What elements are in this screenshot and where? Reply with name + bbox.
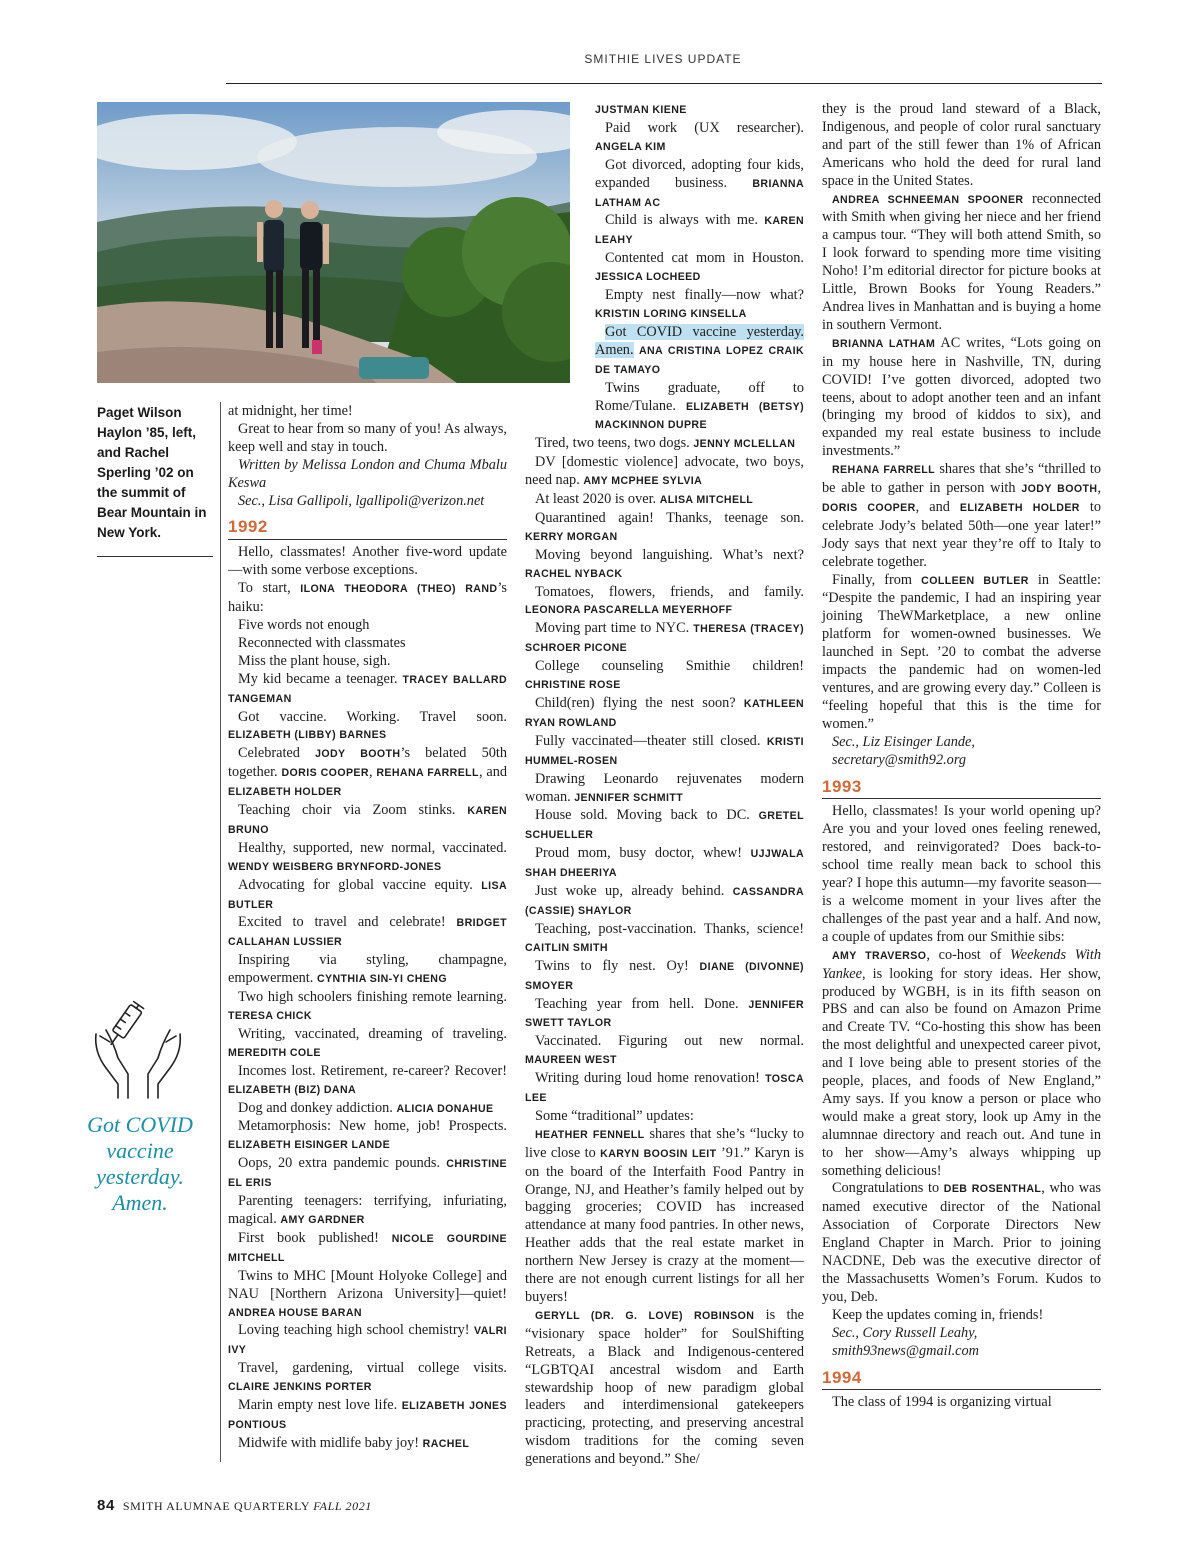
classmate-name: ILONA THEODORA (THEO) RAND: [300, 583, 498, 596]
paragraph: Keep the updates coming in, friends!: [832, 1306, 1044, 1323]
classmate-name: AMY TRAVERSO: [832, 949, 927, 962]
classmate-name: ANDREA SCHNEEMAN SPOONER: [832, 193, 1024, 206]
classmate-name: ANDREA HOUSE BARAN: [228, 1306, 362, 1319]
classmate-name: KATHLEEN RYAN ROWLAND: [525, 698, 805, 729]
classmate-name: JENNIFER SWETT TAYLOR: [525, 998, 804, 1030]
classmate-name: KAREN BRUNO: [228, 805, 507, 836]
publication-name: SMITH ALUMNAE QUARTERLY: [122, 1499, 310, 1513]
update-entry: Fully vaccinated—theater still closed. KRISTI HUMMEL-ROSEN: [525, 732, 804, 767]
paragraph: BRIANNA LATHAM AC writes, “Lots going on in my house here in Nashville, TN, during COVID! I’ve gotten divorced, adopted two teens, about to adopt another teen and an infant (bringing my brood of kiddos to six), and expanded my real estate business to include investments.”: [822, 334, 1101, 460]
classmate-name: KARYN BOOSIN LEIT: [600, 1147, 717, 1160]
update-entry: Inspiring via styling, champagne, empowerment. CYNTHIA SIN-YI CHENG: [228, 952, 507, 987]
classmate-name: LISA BUTLER: [228, 879, 508, 911]
update-entry: Tomatoes, flowers, friends, and family. LEONORA PASCARELLA MEYERHOFF: [525, 583, 804, 617]
byline: Written by Melissa London and Chuma Mbalu Keswa: [228, 456, 507, 491]
paragraph: they is the proud land steward of a Black, Indigenous, and people of color rural sanctuary and part of the still fewer than 1% of African Americans who hold the deed for rural land space in the United States.: [822, 101, 1101, 189]
update-entry: First book published! NICOLE GOURDINE MITCHELL: [228, 1229, 508, 1264]
column-1: [228, 403, 507, 1454]
paragraph: GERYLL (DR. G. LOVE) ROBINSON is the “visionary space holder” for SoulShifting Retreats, a Black and Indigenous-centered “LGBTQAI ancestral wisdom and Earth stewardship hoop of new paradigm global leaders and interdimensional gatekeepers practicing, protecting, and preserving ancestral wisdom traditions for the coming seven generations and beyond.” She/: [525, 1306, 805, 1468]
update-entry: Celebrated JODY BOOTH’s belated 50th together. DORIS COOPER, REHANA FARRELL, and ELIZABETH HOLDER: [228, 745, 507, 799]
classmate-name: AMY GARDNER: [280, 1213, 365, 1226]
classmate-name: ELIZABETH EISINGER LANDE: [228, 1139, 391, 1152]
paragraph: Hello, classmates! Is your world opening up? Are you and your loved ones feeling renewed, restored, and reinvigorated? Does back-to-school time really mean back to school this year? I hope this autumn—my favorite season—is a welcome moment in your lives after the challenges of the past year and a half. And now, a couple of updates from our Smithie sibs:: [822, 803, 1101, 945]
update-entry: Proud mom, busy doctor, whew! UJJWALA SHAH DHEERIYA: [525, 845, 805, 880]
update-entry: Teaching year from hell. Done. JENNIFER SWETT TAYLOR: [525, 995, 804, 1030]
header-divider: [226, 83, 1102, 84]
classmate-name: REHANA FARRELL: [832, 464, 936, 477]
classmate-name: RACHEL NYBACK: [525, 567, 623, 580]
paragraph: ANDREA SCHNEEMAN SPOONER reconnected with Smith when giving her niece and her friend a campus tour. “They will both attend Smith, so I look forward to spending more time visiting Noho! I’m editorial director for picture books at Little, Brown Books for Young Readers.” Andrea lives in Manhattan and is buying a home in southern Vermont.: [822, 190, 1102, 333]
classmate-name: ELIZABETH HOLDER: [959, 501, 1080, 514]
classmate-name: TERESA CHICK: [228, 1010, 312, 1022]
classmate-name: BRIANNA LATHAM: [832, 337, 936, 350]
update-entry: My kid became a teenager. TRACEY BALLARD TANGEMAN: [228, 670, 508, 705]
update-entry: Twins to fly nest. Oy! DIANE (DIVONNE) SMOYER: [525, 957, 804, 992]
paragraph: Congratulations to DEB ROSENTHAL, who was named executive director of the National Association of Corporate Directors New England Chapter in March. Prior to joining NACDNE, Deb was the executive director of the Massachusetts Women’s Forum. Kudos to you, Deb.: [822, 1180, 1101, 1305]
update-entry: DV [domestic violence] advocate, two boys, need nap. AMY MCPHEE SYLVIA: [525, 454, 804, 489]
classmate-name: TOSCA LEE: [525, 1073, 804, 1105]
issue-date: FALL 2021: [313, 1499, 372, 1513]
classmate-name: CHRISTINE ROSE: [525, 679, 621, 692]
text-line: at midnight, her time!: [228, 403, 353, 419]
classmate-name: JESSICA LOCHEED: [595, 271, 701, 284]
classmate-name: ELIZABETH (BETSY) MACKINNON DUPRE: [595, 400, 804, 432]
classmate-name: DORIS COOPER: [822, 501, 916, 514]
classmate-name: MAUREEN WEST: [525, 1054, 617, 1067]
classmate-name: WENDY WEISBERG BRYNFORD-JONES: [228, 860, 442, 873]
classmate-name: KRISTIN LORING KINSELLA: [595, 307, 747, 320]
page-number: 84: [97, 1497, 115, 1514]
update-entry: Dog and donkey addiction. ALICIA DONAHUE: [238, 1099, 494, 1116]
pull-quote: Got COVID vaccine yesterday. Amen.: [87, 1112, 193, 1215]
column-divider: [220, 402, 221, 1462]
secretary-line: Sec., Liz Eisinger Lande,: [832, 733, 975, 750]
secretary-email: smith93news@gmail.com: [832, 1342, 979, 1359]
classmate-name: KERRY MORGAN: [525, 530, 618, 543]
section-header: SMITHIE LIVES UPDATE: [584, 52, 742, 66]
secretary-email: secretary@smith92.org: [832, 751, 966, 768]
update-entry: Child(ren) flying the nest soon? KATHLEEN RYAN ROWLAND: [525, 695, 805, 729]
classmate-name: ELIZABETH JONES PONTIOUS: [228, 1400, 507, 1431]
classmate-name: JENNIFER SCHMITT: [574, 791, 684, 804]
update-entry: Got vaccine. Working. Travel soon. ELIZABETH (LIBBY) BARNES: [228, 708, 507, 742]
update-entry: Writing during loud home renovation! TOSCA LEE: [525, 1070, 804, 1105]
paragraph: Finally, from COLLEEN BUTLER in Seattle: “Despite the pandemic, I had an inspiring year joining TheWMarketplace, a new online platform for women-owned businesses. We launched in Sept. ’20 to combat the adverse impacts the pandemic had on women-led ventures, and are growing every day.” Colleen is “feeling hopeful that this is the time for women.”: [822, 571, 1101, 732]
haiku-line: Miss the plant house, sigh.: [238, 652, 391, 669]
column-3: [822, 101, 1101, 1412]
photo-caption: Paget Wilson Haylon ’85, left, and Rachel Sperling ’02 on the summit of Bear Mountain in New York.: [97, 405, 207, 540]
secretary-line: Sec., Cory Russell Leahy,: [832, 1324, 978, 1341]
update-entry: Teaching, post-vaccination. Thanks, science! CAITLIN SMITH: [525, 920, 804, 954]
update-entry: Twins to MHC [Mount Holyoke College] and NAU [Northern Arizona University]—quiet! ANDREA HOUSE BARAN: [228, 1267, 507, 1319]
classmate-name: MEREDITH COLE: [228, 1046, 321, 1059]
update-entry: College counseling Smithie children! CHRISTINE ROSE: [525, 658, 804, 692]
class-year-heading: 1993: [822, 778, 1101, 800]
classmate-name: ANA CRISTINA LOPEZ CRAIK DE TAMAYO: [595, 344, 804, 376]
caption-divider: [97, 556, 213, 557]
paragraph: REHANA FARRELL shares that she’s “thrilled to be able to gather in person with JODY BOOTH, DORIS COOPER, and ELIZABETH HOLDER to celebrate Jody’s belated 50th—one year later!” Jody says that next year they’re off to Italy to celebrate together.: [822, 461, 1102, 570]
classmate-name: UJJWALA SHAH DHEERIYA: [525, 848, 805, 880]
class-year-heading: 1994: [822, 1369, 1101, 1391]
classmate-name: KAREN LEAHY: [595, 215, 804, 247]
update-entry: House sold. Moving back to DC. GRETEL SCHUELLER: [525, 807, 804, 842]
classmate-name: RACHEL: [422, 1437, 470, 1450]
classmate-name: ALICIA DONAHUE: [396, 1102, 494, 1115]
classmate-name: CLAIRE JENKINS PORTER: [228, 1381, 372, 1394]
show-title: Weekends With Yankee: [822, 946, 1101, 982]
paragraph: The class of 1994 is organizing virtual: [832, 1394, 1052, 1411]
update-entry: Moving beyond languishing. What’s next? RACHEL NYBACK: [525, 546, 804, 580]
paragraph: Hello, classmates! Another five-word update—with some verbose exceptions.: [228, 544, 507, 579]
classmate-name: JODY BOOTH: [315, 748, 401, 761]
update-entry: Marin empty nest love life. ELIZABETH JONES PONTIOUS: [228, 1397, 507, 1431]
update-entry: Empty nest finally—now what? KRISTIN LORING KINSELLA: [595, 287, 804, 320]
update-entry: Incomes lost. Retirement, re-career? Recover! ELIZABETH (BIZ) DANA: [228, 1062, 507, 1096]
update-entry: Metamorphosis: New home, job! Prospects. ELIZABETH EISINGER LANDE: [228, 1118, 507, 1152]
paragraph: HEATHER FENNELL shares that she’s “lucky to live close to KARYN BOOSIN LEIT ’91.” Karyn is on the board of the Interfaith Food Pantry in Orange, NJ, and Heather’s family helped out by bagging groceries; COVID has increased attendance at many food pantries. In other news, Heather adds that the real estate market in northern New Jersey is crazy at the moment—there are not enough current listings for all her buyers!: [525, 1125, 804, 1305]
update-entry: Drawing Leonardo rejuvenates modern woman. JENNIFER SCHMITT: [525, 770, 804, 805]
classmate-name-line: JUSTMAN KIENE: [595, 104, 687, 116]
update-entry: Travel, gardening, virtual college visits. CLAIRE JENKINS PORTER: [228, 1360, 507, 1394]
classmate-name: THERESA (TRACEY) SCHROER PICONE: [525, 623, 805, 655]
update-entry: Child is always with me. KAREN LEAHY: [595, 212, 804, 247]
classmate-name: ALISA MITCHELL: [659, 494, 754, 507]
classmate-name: ELIZABETH HOLDER: [228, 786, 342, 799]
update-entry: Loving teaching high school chemistry! VALRI IVY: [228, 1322, 508, 1357]
update-entry: Contented cat mom in Houston. JESSICA LOCHEED: [595, 250, 804, 284]
update-entry: Writing, vaccinated, dreaming of traveling. MEREDITH COLE: [228, 1025, 507, 1059]
classmate-name: ELIZABETH (LIBBY) BARNES: [228, 729, 387, 742]
class-year-heading: 1992: [228, 518, 507, 540]
update-entry: Twins graduate, off to Rome/Tulane. ELIZABETH (BETSY) MACKINNON DUPRE: [595, 379, 804, 432]
hikers-photo: [97, 102, 570, 383]
classmate-name: REHANA FARRELL: [376, 767, 479, 780]
classmate-name: CHRISTINE EL ERIS: [228, 1158, 507, 1190]
update-entry: Moving part time to NYC. THERESA (TRACEY) SCHROER PICONE: [525, 620, 805, 655]
classmate-name: LEONORA PASCARELLA MEYERHOFF: [525, 604, 733, 617]
update-entry: Tired, two teens, two dogs. JENNY MCLELLAN: [535, 435, 796, 452]
update-entry: Teaching choir via Zoom stinks. KAREN BRUNO: [228, 802, 507, 836]
haiku-line: Reconnected with classmates: [238, 634, 406, 651]
classmate-name: VALRI IVY: [228, 1325, 508, 1357]
classmate-name: JODY BOOTH: [1021, 483, 1098, 496]
classmate-name: DORIS COOPER: [281, 767, 369, 780]
narrow-block: [525, 120, 804, 435]
classmate-name: BRIANNA LATHAM AC: [595, 177, 804, 209]
classmate-name: JENNY MCLELLAN: [693, 438, 796, 451]
classmate-name: DEB ROSENTHAL: [943, 1183, 1042, 1196]
paragraph: To start, ILONA THEODORA (THEO) RAND’s haiku:: [228, 580, 507, 616]
update-entry: Quarantined again! Thanks, teenage son. KERRY MORGAN: [525, 509, 804, 543]
classmate-name: ANGELA KIM: [595, 140, 666, 153]
classmate-name: DIANE (DIVONNE) SMOYER: [525, 960, 804, 992]
classmate-name: KRISTI HUMMEL-ROSEN: [525, 735, 804, 767]
update-entry: Just woke up, already behind. CASSANDRA (CASSIE) SHAYLOR: [525, 883, 805, 917]
update-entry: Parenting teenagers: terrifying, infuriating, magical. AMY GARDNER: [228, 1193, 507, 1227]
classmate-name: HEATHER FENNELL: [535, 1128, 645, 1141]
update-entry: Paid work (UX researcher). ANGELA KIM: [595, 119, 804, 153]
classmate-name: NICOLE GOURDINE MITCHELL: [228, 1232, 508, 1264]
classmate-name: GERYLL (DR. G. LOVE) ROBINSON: [535, 1309, 755, 1322]
secretary-contact: Sec., Lisa Gallipoli, lgallipoli@verizon.net: [238, 492, 485, 509]
update-entry: Two high schoolers finishing remote learning. TERESA CHICK: [228, 989, 507, 1022]
haiku-line: Five words not enough: [238, 616, 370, 633]
paragraph: AMY TRAVERSO, co-host of Weekends With Yankee, is looking for story ideas. Her show, produced by WGBH, is in its fifth season on PBS and can also be found on Amazon Prime and Create TV. “Co-hosting this show has been the most delightful and unexpected career pivot, and I love being able to present stories of the people, places, and foods of New England,” Amy says. If you know a person or place who would make a great story, look up Amy in the alumnnae directory and reach out. And tune in to her show—Amy’s always whipping up something delicious!: [822, 946, 1101, 1179]
vaccine-hands-icon: [88, 992, 188, 1102]
update-entry: At least 2020 is over. ALISA MITCHELL: [535, 491, 754, 508]
update-entry: Got divorced, adopting four kids, expanded business. BRIANNA LATHAM AC: [595, 156, 804, 209]
update-entry: Oops, 20 extra pandemic pounds. CHRISTINE EL ERIS: [228, 1155, 507, 1190]
update-entry: Midwife with midlife baby joy! RACHEL: [238, 1434, 470, 1451]
classmate-name: CASSANDRA (CASSIE) SHAYLOR: [525, 886, 805, 917]
column-2: [525, 101, 804, 1469]
page-footer: [97, 1497, 372, 1514]
classmate-name: AMY MCPHEE SYLVIA: [583, 475, 703, 488]
classmate-name: CYNTHIA SIN-YI CHENG: [316, 973, 447, 986]
update-entry-highlighted: Got COVID vaccine yesterday. Amen. ANA CRISTINA LOPEZ CRAIK DE TAMAYO: [595, 323, 804, 376]
text-line: Great to hear from so many of you! As always, keep well and stay in touch.: [228, 420, 507, 455]
update-entry: Vaccinated. Figuring out new normal. MAUREEN WEST: [525, 1033, 804, 1067]
classmate-name: BRIDGET CALLAHAN LUSSIER: [228, 917, 507, 949]
classmate-name: ELIZABETH (BIZ) DANA: [228, 1083, 357, 1096]
classmate-name: TRACEY BALLARD TANGEMAN: [228, 673, 508, 705]
update-entry: Healthy, supported, new normal, vaccinated. WENDY WEISBERG BRYNFORD-JONES: [228, 839, 507, 873]
update-entry: Excited to travel and celebrate! BRIDGET CALLAHAN LUSSIER: [228, 914, 507, 949]
paragraph: Some “traditional” updates:: [535, 1107, 694, 1124]
classmate-name: COLLEEN BUTLER: [921, 574, 1029, 587]
update-entry: Advocating for global vaccine equity. LISA BUTLER: [228, 876, 508, 911]
classmate-name: GRETEL SCHUELLER: [525, 810, 804, 842]
classmate-name: CAITLIN SMITH: [525, 941, 608, 954]
